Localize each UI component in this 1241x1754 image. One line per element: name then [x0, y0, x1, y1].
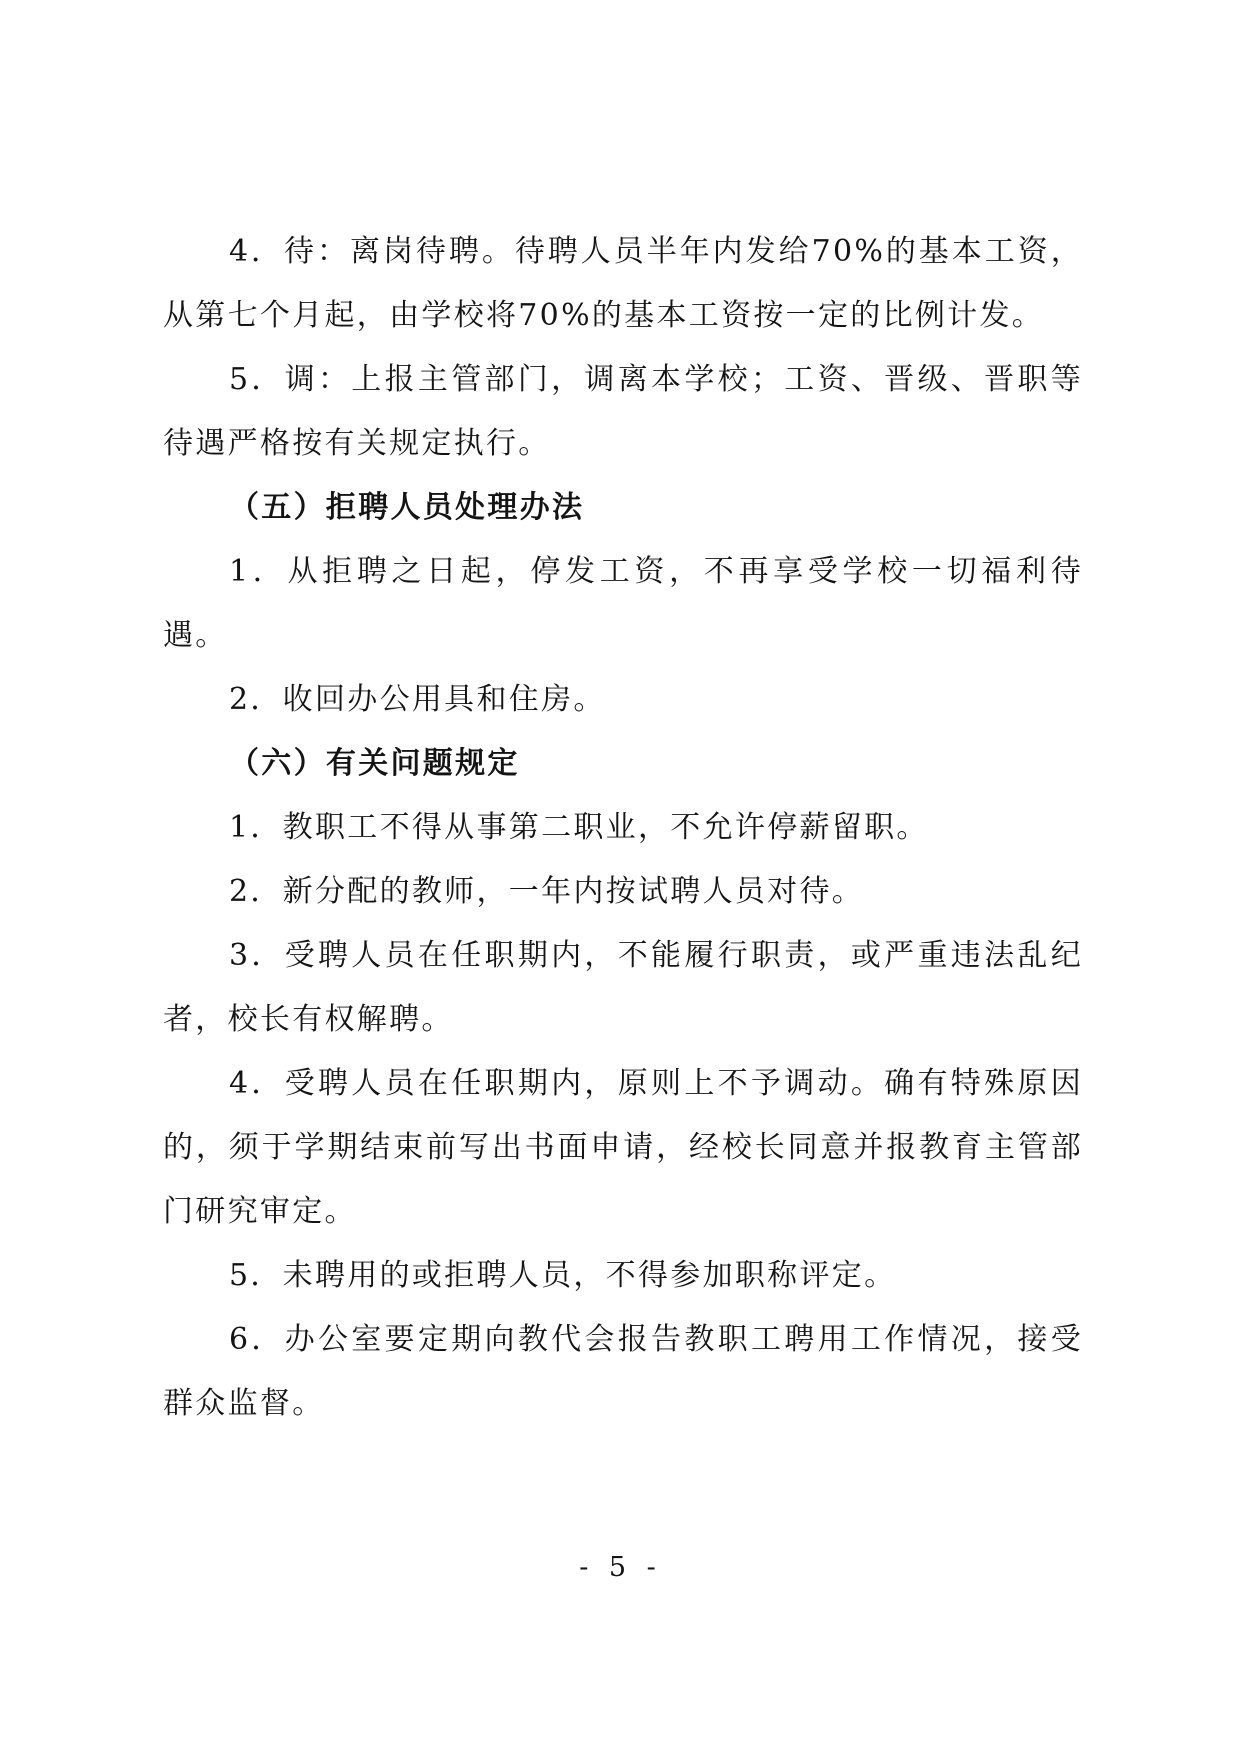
- section-heading-6: （六）有关问题规定: [229, 746, 520, 781]
- paragraph-rule-4: 4．受聘人员在任职期内，原则上不予调动。确有特殊原因的，须于学期结束前写出书面申请，经校长同意并报教育主管部门研究审定。: [163, 1066, 1083, 1229]
- paragraph-rule-3: 3．受聘人员在任职期内，不能履行职责，或严重违法乱纪者，校长有权解聘。: [163, 938, 1083, 1037]
- section-heading-5: （五）拒聘人员处理办法: [229, 490, 585, 525]
- paragraph-refusal-2: 2．收回办公用具和住房。: [229, 682, 606, 717]
- paragraph-refusal-1: 1．从拒聘之日起，停发工资，不再享受学校一切福利待遇。: [163, 554, 1083, 653]
- paragraph-rule-2: 2．新分配的教师，一年内按试聘人员对待。: [229, 874, 865, 909]
- paragraph-rule-6: 6．办公室要定期向教代会报告教职工聘用工作情况，接受群众监督。: [163, 1322, 1083, 1421]
- paragraph-4-wait: 4．待：离岗待聘。待聘人员半年内发给70%的基本工资，从第七个月起，由学校将70%的基本工资按一定的比例计发。: [163, 234, 1083, 333]
- paragraph-5-transfer: 5．调：上报主管部门，调离本学校；工资、晋级、晋职等待遇严格按有关规定执行。: [163, 362, 1083, 461]
- page-number: - 5 -: [579, 1552, 662, 1583]
- paragraph-rule-5: 5．未聘用的或拒聘人员，不得参加职称评定。: [229, 1258, 897, 1293]
- document-body: [163, 220, 1083, 1436]
- paragraph-rule-1: 1．教职工不得从事第二职业，不允许停薪留职。: [229, 810, 929, 845]
